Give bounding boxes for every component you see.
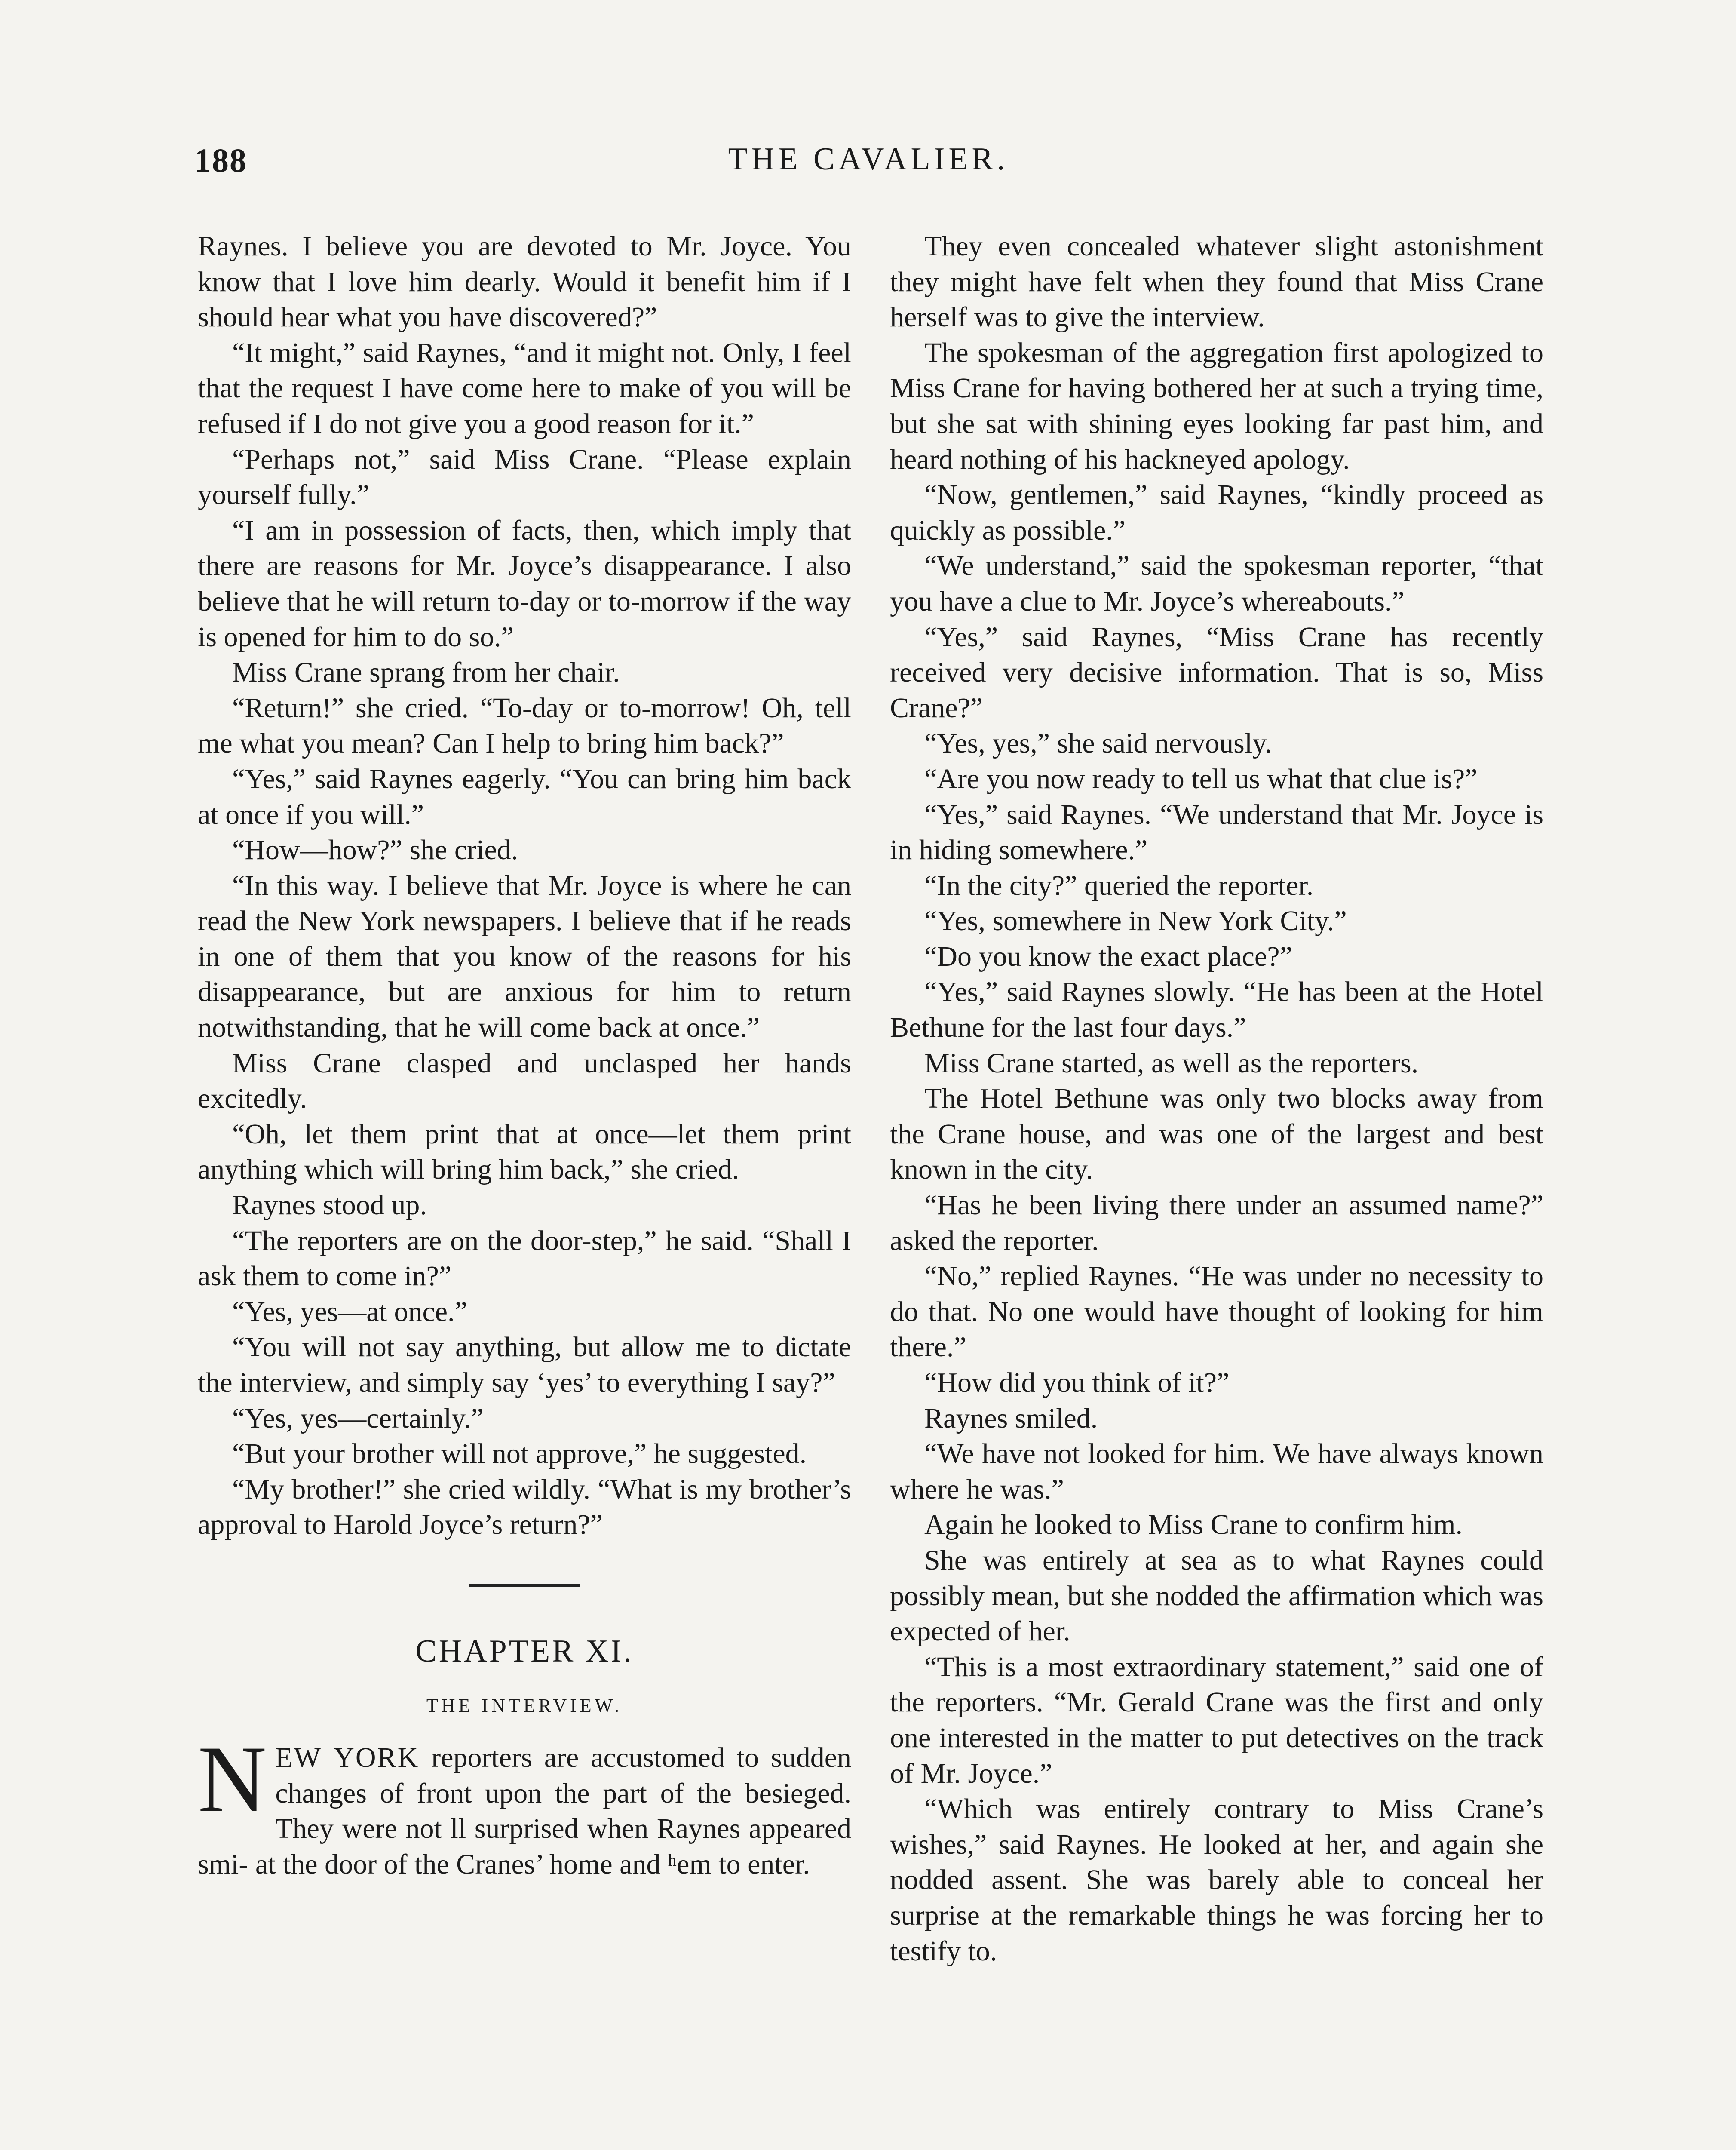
paragraph: “Has he been living there under an assumed name?” asked the reporter. xyxy=(890,1189,1543,1256)
paragraph: “Do you know the exact place?” xyxy=(924,940,1292,972)
paragraph: “Now, gentlemen,” said Raynes, “kindly proceed as quickly as possible.” xyxy=(890,479,1543,546)
paragraph: “We understand,” said the spokesman reporter, “that you have a clue to Mr. Joyce’s whereabouts.” xyxy=(890,550,1543,617)
paragraph: Raynes smiled. xyxy=(924,1402,1098,1434)
paragraph: “The reporters are on the door-step,” he said. “Shall I ask them to come in?” xyxy=(198,1225,851,1292)
paragraph: “In the city?” queried the reporter. xyxy=(924,869,1314,901)
paragraph: Miss Crane started, as well as the reporters. xyxy=(924,1047,1419,1079)
paragraph: “Yes, yes,” she said nervously. xyxy=(924,728,1272,759)
paragraph: “Oh, let them print that at once—let them print anything which will bring him back,” she cried. xyxy=(198,1118,851,1186)
paragraph: They even concealed whatever slight astonishment they might have felt when they found that Miss Crane herself was to give the interview. xyxy=(890,230,1543,333)
paragraph: “Yes,” said Raynes, “Miss Crane has recently received very decisive information. That is so, Miss Crane?” xyxy=(890,621,1543,724)
paragraph: “I am in possession of facts, then, which imply that there are reasons for Mr. Joyce’s disappearance. I also believe that he will return to-day or to-morrow if the way is opened for him to do so.” xyxy=(198,514,851,653)
paragraph: “We have not looked for him. We have always known where he was.” xyxy=(890,1438,1543,1505)
running-head: THE CAVALIER. xyxy=(728,141,1009,177)
paragraph: “But your brother will not approve,” he suggested. xyxy=(232,1438,807,1470)
paragraph: “Yes, yes—at once.” xyxy=(232,1296,467,1327)
left-column xyxy=(198,229,851,1882)
paragraph: Miss Crane sprang from her chair. xyxy=(232,657,620,688)
chapter-title: CHAPTER XI. xyxy=(415,1633,634,1669)
chapter-divider xyxy=(469,1584,580,1587)
chapter-subtitle: THE INTERVIEW. xyxy=(426,1695,623,1716)
paragraph: “Yes,” said Raynes slowly. “He has been at the Hotel Bethune for the last four days.” xyxy=(890,976,1543,1044)
chapter-opening-paragraph xyxy=(198,1726,851,1882)
right-column xyxy=(890,229,1543,1969)
paragraph: “Return!” she cried. “To-day or to-morrow! Oh, tell me what you mean? Can I help to bring him back?” xyxy=(198,692,851,759)
paragraph: “It might,” said Raynes, “and it might not. Only, I feel that the request I have come here to make of you will be refused if I do not give you a good reason for it.” xyxy=(198,337,851,439)
paragraph: “Yes,” said Raynes eagerly. “You can bring him back at once if you will.” xyxy=(198,763,851,830)
paragraph: “Yes, yes—certainly.” xyxy=(232,1402,484,1434)
page-header xyxy=(194,141,1543,188)
paragraph: The Hotel Bethune was only two blocks away from the Crane house, and was one of the largest and best known in the city. xyxy=(890,1083,1543,1186)
paragraph: “This is a most extraordinary statement,” said one of the reporters. “Mr. Gerald Crane was the first and only one interested in the matter to put detectives on the track of Mr. Joyce.” xyxy=(890,1651,1543,1789)
paragraph: “Which was entirely contrary to Miss Crane’s wishes,” said Raynes. He looked at her, and again she nodded assent. She was barely able to conceal her surprise at the remarkable things he was forcing her to testify to. xyxy=(890,1793,1543,1967)
paragraph: The spokesman of the aggregation first apologized to Miss Crane for having bothered her at such a trying time, but she sat with shining eyes looking far past him, and heard nothing of his hackneyed apology. xyxy=(890,337,1543,475)
paragraph: “Perhaps not,” said Miss Crane. “Please explain yourself fully.” xyxy=(198,443,851,511)
paragraph: “Are you now ready to tell us what that clue is?” xyxy=(924,763,1478,795)
page-number: 188 xyxy=(194,141,247,179)
paragraph: Raynes stood up. xyxy=(232,1189,427,1221)
paragraph: “My brother!” she cried wildly. “What is my brother’s approval to Harold Joyce’s return?” xyxy=(198,1473,851,1541)
paragraph: Miss Crane clasped and unclasped her hands excitedly. xyxy=(198,1047,851,1115)
paragraph: “How—how?” she cried. xyxy=(232,834,518,866)
paragraph: Raynes. I believe you are devoted to Mr. Joyce. You know that I love him dearly. Would it benefit him if I should hear what you have discovered?” xyxy=(198,230,851,333)
chapter-first-words: EW YORK xyxy=(275,1742,420,1773)
paragraph: “In this way. I believe that Mr. Joyce is where he can read the New York newspapers. I believe that if he reads in one of them that you know of the reasons for his disappearance, but are anxious for him to return notwithstanding, that he will come back at once.” xyxy=(198,869,851,1044)
paragraph: Again he looked to Miss Crane to confirm him. xyxy=(924,1509,1463,1541)
paragraph: She was entirely at sea as to what Raynes could possibly mean, but she nodded the affirmation which was expected of her. xyxy=(890,1544,1543,1647)
paragraph: “No,” replied Raynes. “He was under no necessity to do that. No one would have thought of looking for him there.” xyxy=(890,1260,1543,1363)
paragraph: “Yes, somewhere in New York City.” xyxy=(924,905,1347,937)
drop-cap: N xyxy=(198,1726,267,1832)
paragraph: “How did you think of it?” xyxy=(924,1367,1230,1398)
paragraph: “You will not say anything, but allow me to dictate the interview, and simply say ‘yes’ to everything I say?” xyxy=(198,1331,851,1398)
chapter-opening-text: reporters are accustomed to sudden changes of front upon the part of the besieged. They were not ll surprised when Raynes appeared smi- at the door of the Cranes’ home and ʰem to enter. xyxy=(198,1742,851,1880)
paragraph: “Yes,” said Raynes. “We understand that Mr. Joyce is in hiding somewhere.” xyxy=(890,799,1543,866)
